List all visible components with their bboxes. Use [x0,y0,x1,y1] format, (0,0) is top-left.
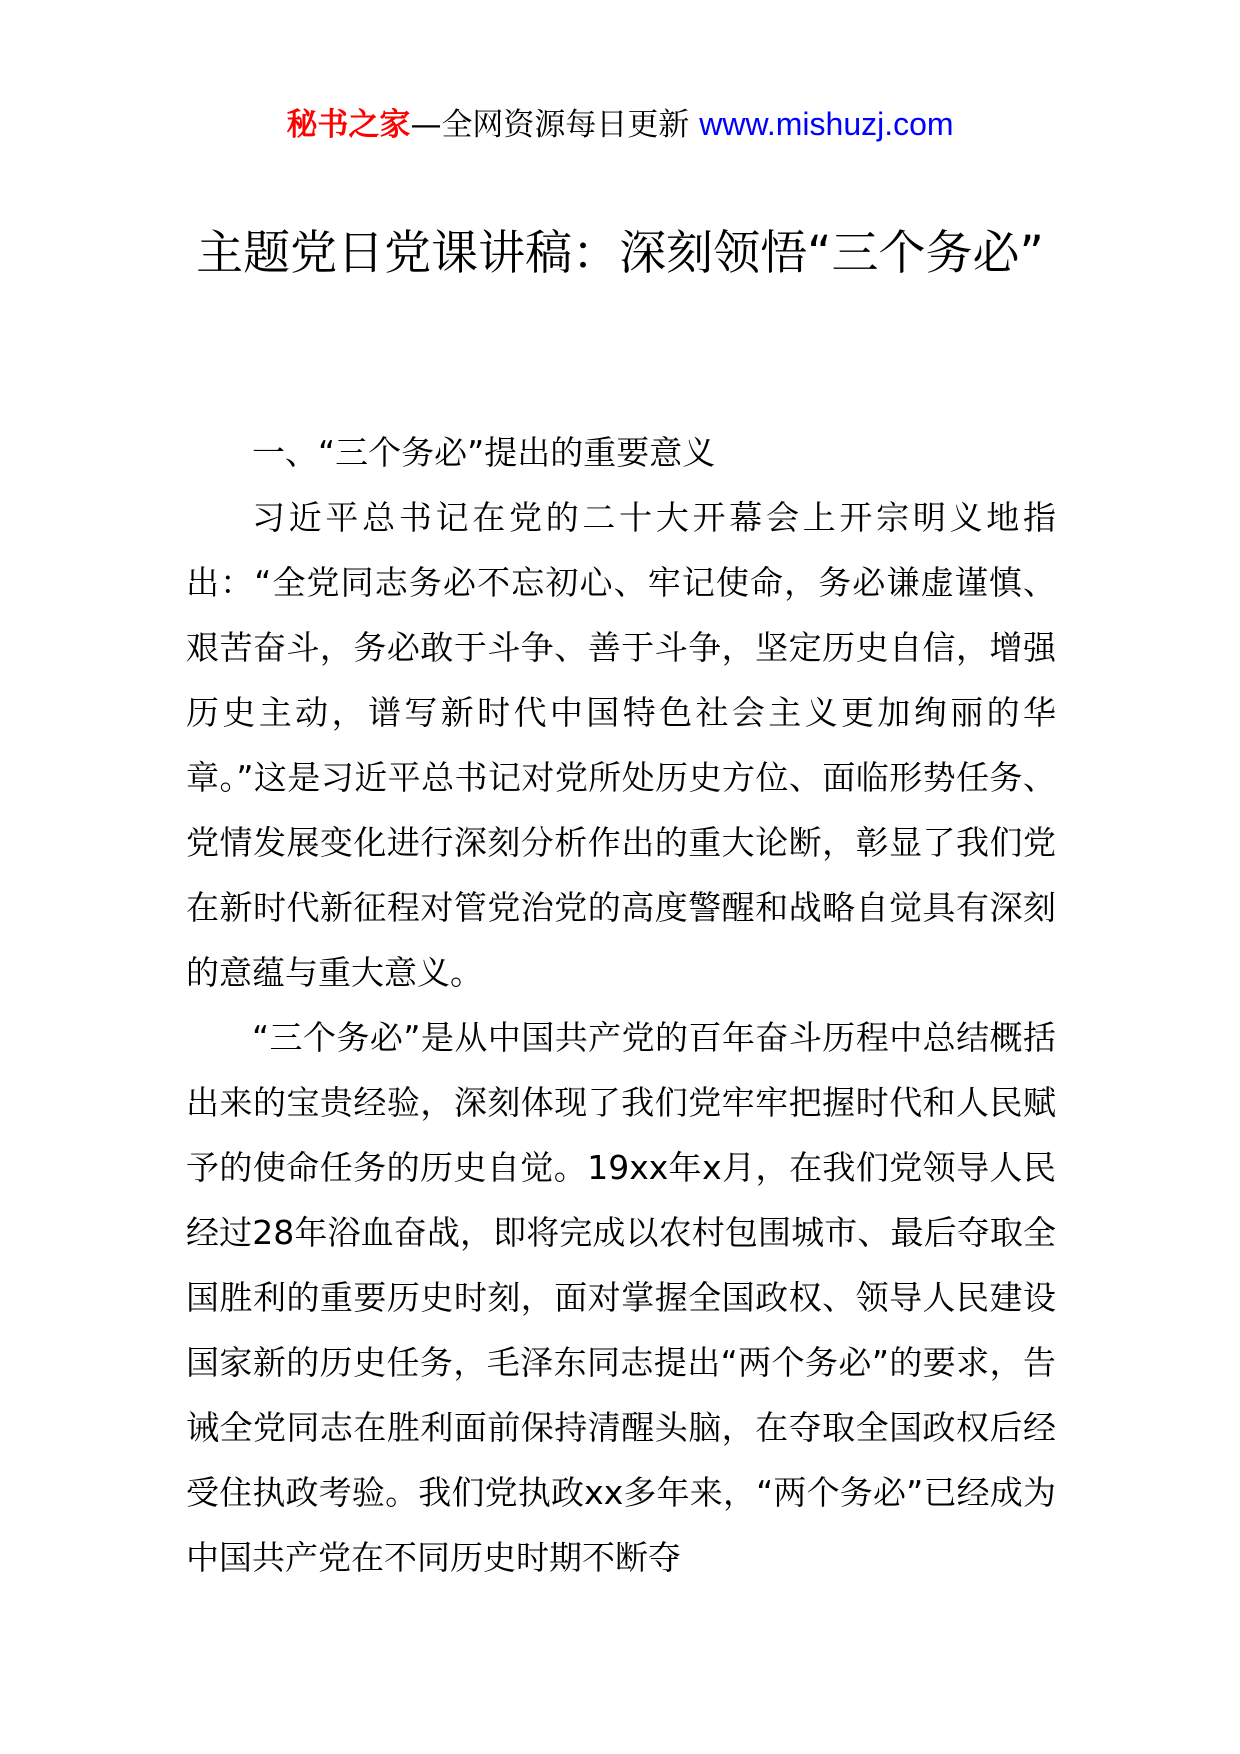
site-url[interactable]: www.mishuzj.com [699,106,954,142]
body-paragraph-2: “三个务必”是从中国共产党的百年奋斗历程中总结概括出来的宝贵经验，深刻体现了我们党牢牢把握时代和人民赋予的使命任务的历史自觉。19xx年x月，在我们党领导人民经过28年浴血奋战，即将完成以农村包围城市、最后夺取全国胜利的重要历史时刻，面对掌握全国政权、领导人民建设国家新的历史任务，毛泽东同志提出“两个务必”的要求，告诫全党同志在胜利面前保持清醒头脑，在夺取全国政权后经受住执政考验。我们党执政xx多年来，“两个务必”已经成为中国共产党在不同历史时期不断夺 [186,1018,1056,1577]
site-header [0,98,1240,151]
body-paragraph-1: 习近平总书记在党的二十大开幕会上开宗明义地指出：“全党同志务必不忘初心、牢记使命，务必谦虚谨慎、艰苦奋斗，务必敢于斗争、善于斗争，坚定历史自信，增强历史主动，谱写新时代中国特色社会主义更加绚丽的华章。”这是习近平总书记对党所处历史方位、面临形势任务、党情发展变化进行深刻分析作出的重大论断，彰显了我们党在新时代新征程对管党治党的高度警醒和战略自觉具有深刻的意蕴与重大意义。 [186,498,1056,992]
header-slogan: —全网资源每日更新 [410,107,690,143]
section-heading: 一、“三个务必”提出的重要意义 [252,433,716,472]
document-title: 主题党日党课讲稿：深刻领悟“三个务必” [196,226,1044,281]
brand-name: 秘书之家 [286,107,411,143]
